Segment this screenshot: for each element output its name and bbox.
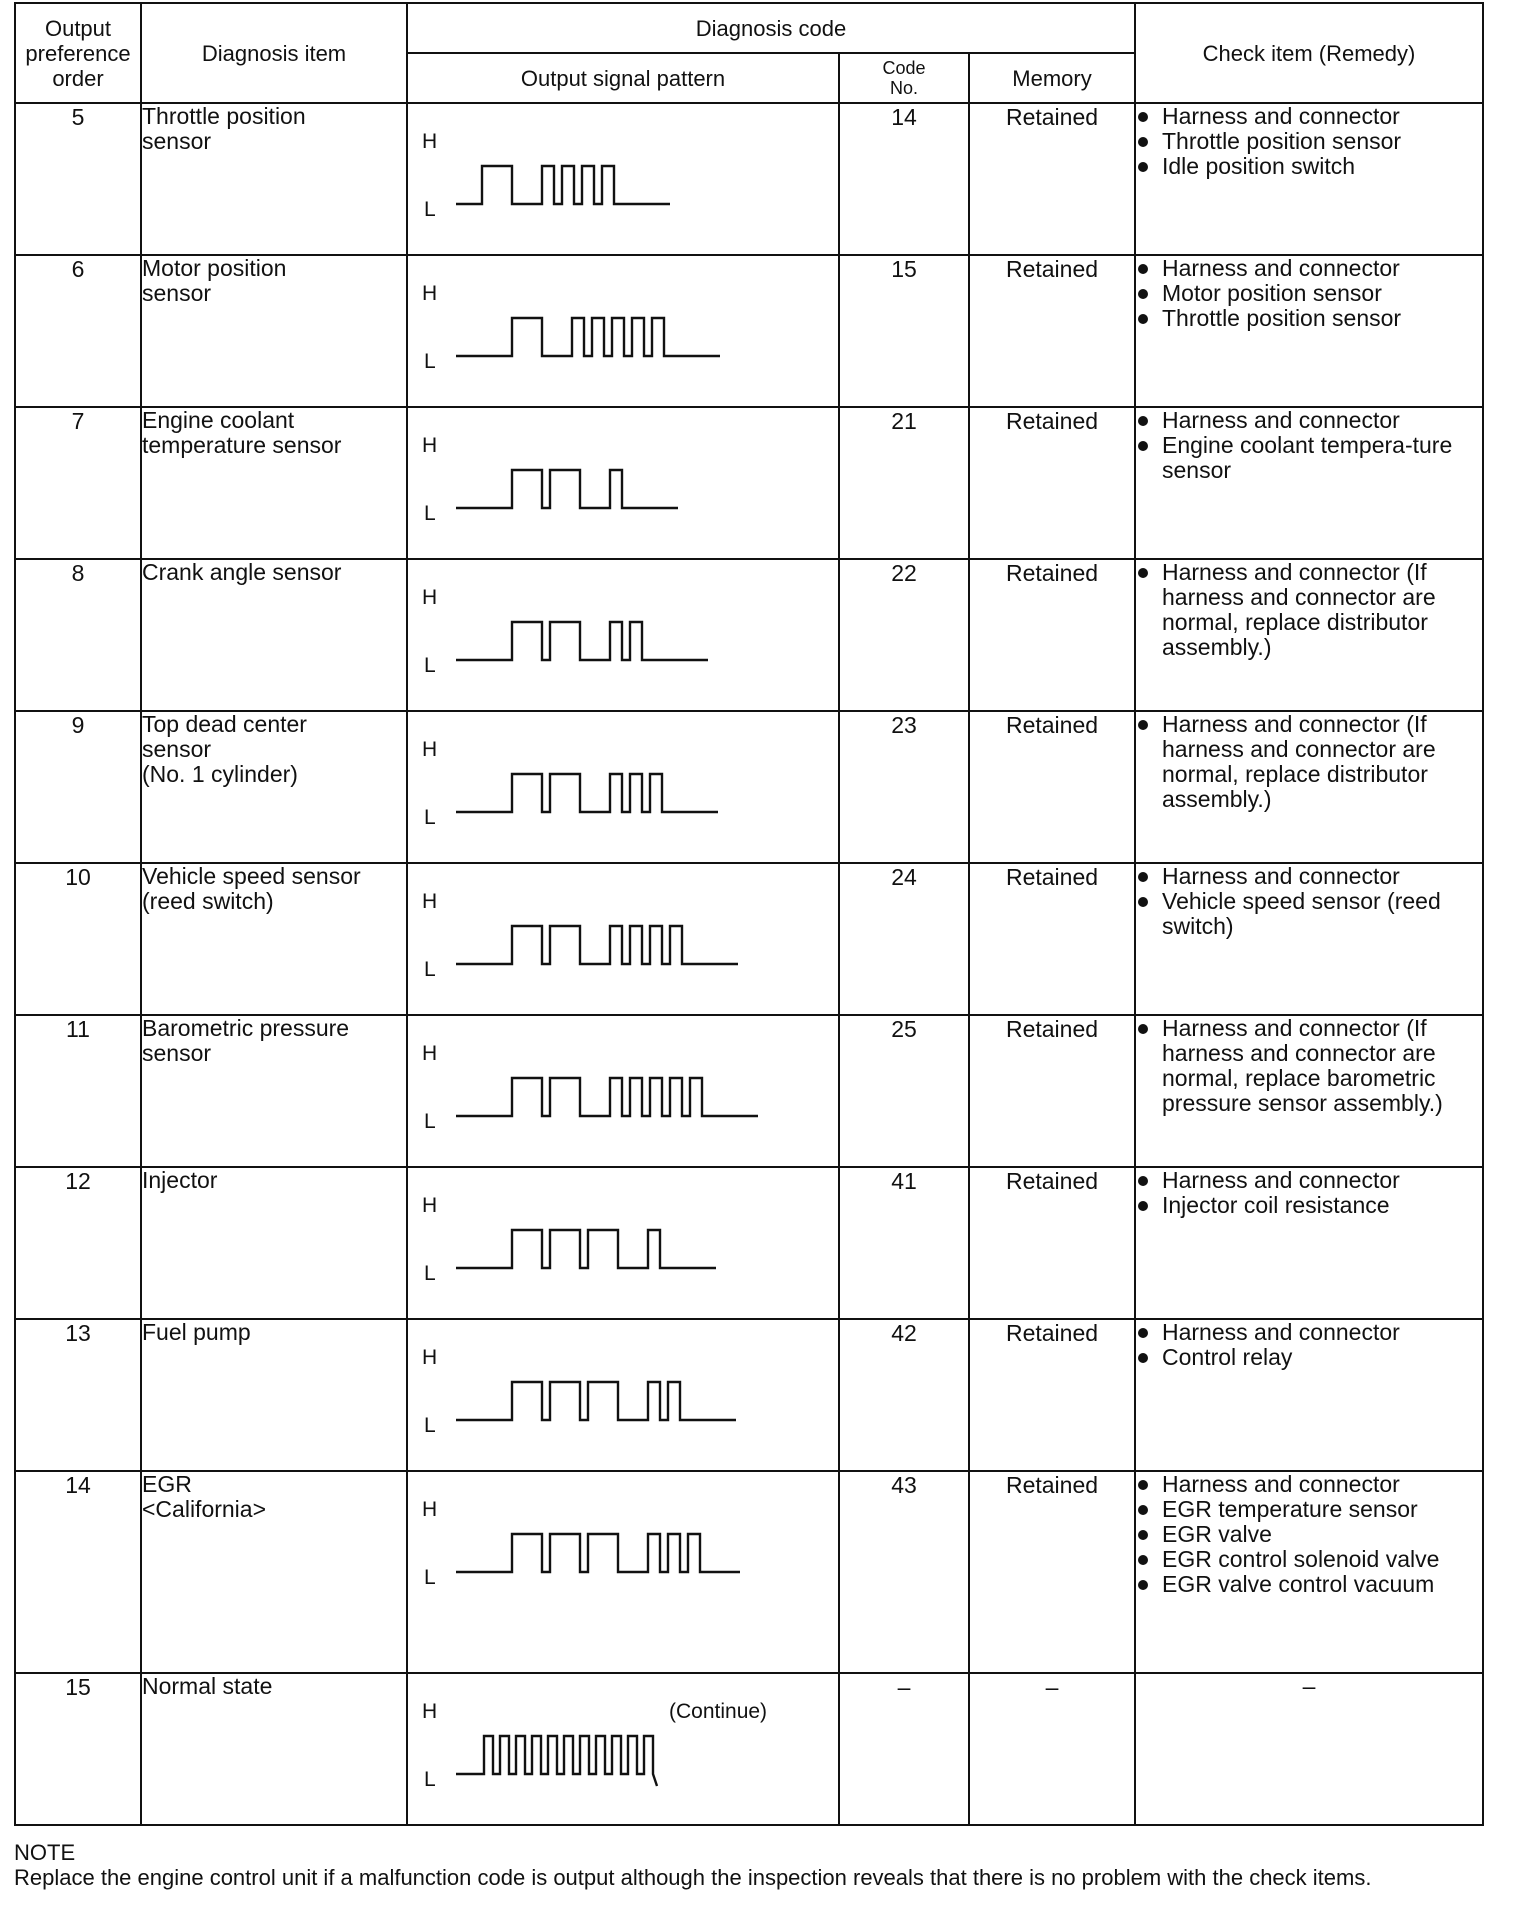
signal-low-label: L xyxy=(424,1262,436,1285)
code-no-cell: 41 xyxy=(839,1167,969,1319)
memory-cell: Retained xyxy=(969,407,1135,559)
signal-pattern-cell xyxy=(407,711,839,863)
output-order-cell: 13 xyxy=(15,1319,141,1471)
diagnosis-item-line: Crank angle sensor xyxy=(142,559,342,585)
check-item-cell xyxy=(1135,407,1483,559)
header-output-order-line: order xyxy=(52,65,104,91)
table-row xyxy=(15,1673,1483,1825)
check-item: Harness and connector xyxy=(1136,1320,1482,1345)
check-item: EGR valve control vacuum xyxy=(1136,1572,1482,1597)
code-no-cell: 14 xyxy=(839,103,969,255)
check-item-list xyxy=(1136,560,1482,660)
check-item: Harness and connector xyxy=(1136,864,1482,889)
signal-pattern-graphic xyxy=(408,560,840,710)
continue-label: (Continue) xyxy=(669,1700,768,1723)
diagnosis-item-line: sensor xyxy=(142,280,212,306)
code-no-cell: 42 xyxy=(839,1319,969,1471)
table-row xyxy=(15,103,1483,255)
check-item: Harness and connector (If harness and connector are normal, replace barometric pressure sensor assembly.) xyxy=(1136,1016,1482,1116)
memory-cell: Retained xyxy=(969,103,1135,255)
memory-cell: Retained xyxy=(969,255,1135,407)
table-row xyxy=(15,1015,1483,1167)
signal-high-label: H xyxy=(422,1700,438,1723)
check-item-cell xyxy=(1135,1319,1483,1471)
check-item: Harness and connector (If harness and connector are normal, replace distributor assembly.) xyxy=(1136,560,1482,660)
table-row xyxy=(15,863,1483,1015)
note-title: NOTE xyxy=(14,1840,76,1865)
diagnosis-item-line: Engine coolant xyxy=(142,407,295,433)
header-diagnosis-code: Diagnosis code xyxy=(407,3,1135,53)
code-no-cell: 21 xyxy=(839,407,969,559)
check-item: Harness and connector xyxy=(1136,104,1482,129)
signal-pattern-cell xyxy=(407,1319,839,1471)
output-order-cell: 5 xyxy=(15,103,141,255)
check-item-list xyxy=(1136,712,1482,812)
check-item-cell xyxy=(1135,1673,1483,1825)
signal-pattern-cell xyxy=(407,1471,839,1673)
table-row xyxy=(15,407,1483,559)
diagnosis-item-line: EGR xyxy=(142,1471,192,1497)
signal-pattern-cell xyxy=(407,255,839,407)
diagnosis-item-cell xyxy=(141,711,407,863)
signal-high-label: H xyxy=(422,1346,438,1369)
diagnosis-item-cell xyxy=(141,1471,407,1673)
check-item-dash: – xyxy=(1302,1673,1316,1699)
diagnosis-item-line: (reed switch) xyxy=(142,888,274,914)
signal-low-label: L xyxy=(424,1566,436,1589)
check-item: Harness and connector xyxy=(1136,1472,1482,1497)
signal-pattern-cell xyxy=(407,1167,839,1319)
diagnosis-item-line: sensor xyxy=(142,736,212,762)
code-no-cell: – xyxy=(839,1673,969,1825)
header-memory: Memory xyxy=(969,53,1135,103)
signal-waveform xyxy=(456,166,670,204)
memory-cell: Retained xyxy=(969,559,1135,711)
signal-pattern-graphic xyxy=(408,1320,840,1470)
signal-waveform xyxy=(456,318,720,356)
diagnosis-code-table xyxy=(14,2,1484,1826)
check-item-list xyxy=(1136,1320,1482,1370)
signal-pattern-graphic xyxy=(408,1016,840,1166)
signal-pattern-graphic xyxy=(408,408,840,558)
table-row xyxy=(15,1319,1483,1471)
signal-waveform xyxy=(456,470,678,508)
check-item-cell xyxy=(1135,1015,1483,1167)
diagnosis-item-line: Fuel pump xyxy=(142,1319,251,1345)
diagnosis-item-cell xyxy=(141,255,407,407)
signal-pattern-cell xyxy=(407,1673,839,1825)
diagnosis-item-line: temperature sensor xyxy=(142,432,342,458)
header-output-order-line: preference xyxy=(25,40,131,66)
diagnosis-item-line: Barometric pressure xyxy=(142,1015,350,1041)
signal-pattern-graphic xyxy=(408,1168,840,1318)
check-item-cell xyxy=(1135,1167,1483,1319)
diagnosis-item-line: (No. 1 cylinder) xyxy=(142,761,298,787)
code-no-cell: 15 xyxy=(839,255,969,407)
signal-waveform xyxy=(456,926,738,964)
memory-cell: Retained xyxy=(969,1167,1135,1319)
output-order-cell: 8 xyxy=(15,559,141,711)
output-order-cell: 14 xyxy=(15,1471,141,1673)
signal-pattern-graphic xyxy=(408,104,840,254)
check-item: EGR temperature sensor xyxy=(1136,1497,1482,1522)
code-no-cell: 22 xyxy=(839,559,969,711)
diagnosis-item-line: Motor position xyxy=(142,255,287,281)
signal-pattern-graphic xyxy=(408,864,840,1014)
code-no-cell: 23 xyxy=(839,711,969,863)
signal-pattern-graphic xyxy=(408,256,840,406)
check-item: Throttle position sensor xyxy=(1136,306,1482,331)
check-item-list xyxy=(1136,256,1482,331)
check-item-list xyxy=(1136,864,1482,939)
header-code-no-line: Code xyxy=(882,58,926,78)
output-order-cell: 9 xyxy=(15,711,141,863)
check-item: Harness and connector xyxy=(1136,256,1482,281)
signal-low-label: L xyxy=(424,806,436,829)
signal-waveform xyxy=(456,1078,758,1116)
table-row xyxy=(15,559,1483,711)
signal-pattern-cell xyxy=(407,103,839,255)
memory-cell: Retained xyxy=(969,711,1135,863)
diagnosis-item-line: sensor xyxy=(142,128,212,154)
diagnosis-item-line: Top dead center xyxy=(142,711,307,737)
signal-waveform xyxy=(456,1382,736,1420)
check-item-list xyxy=(1136,104,1482,179)
signal-low-label: L xyxy=(424,350,436,373)
diagnosis-item-line: Injector xyxy=(142,1167,218,1193)
signal-high-label: H xyxy=(422,282,438,305)
table-row xyxy=(15,711,1483,863)
check-item-cell xyxy=(1135,711,1483,863)
signal-waveform xyxy=(456,1534,740,1572)
diagnosis-item-cell xyxy=(141,559,407,711)
signal-low-label: L xyxy=(424,1110,436,1133)
memory-cell: Retained xyxy=(969,1015,1135,1167)
table-body xyxy=(15,103,1483,1825)
signal-high-label: H xyxy=(422,434,438,457)
output-order-cell: 11 xyxy=(15,1015,141,1167)
signal-pattern-cell xyxy=(407,1015,839,1167)
header-code-no-line: No. xyxy=(889,78,918,98)
signal-low-label: L xyxy=(424,1414,436,1437)
table-row xyxy=(15,255,1483,407)
memory-cell: Retained xyxy=(969,1319,1135,1471)
check-item: Idle position switch xyxy=(1136,154,1482,179)
signal-low-label: L xyxy=(424,958,436,981)
output-order-cell: 6 xyxy=(15,255,141,407)
check-item-cell xyxy=(1135,1471,1483,1673)
signal-low-label: L xyxy=(424,502,436,525)
signal-low-label: L xyxy=(424,1768,436,1791)
header-output-order xyxy=(15,3,141,103)
check-item-list xyxy=(1136,1016,1482,1116)
note-text: Replace the engine control unit if a malfunction code is output although the inspection reveals that there is no problem with the check items. xyxy=(14,1865,1372,1890)
header-output-order-line: Output xyxy=(44,15,112,41)
table-row xyxy=(15,1167,1483,1319)
header-diagnosis-item: Diagnosis item xyxy=(141,3,407,103)
signal-high-label: H xyxy=(422,890,438,913)
memory-cell: Retained xyxy=(969,1471,1135,1673)
signal-low-label: L xyxy=(424,654,436,677)
diagnosis-table-page xyxy=(14,2,1482,1890)
header-output-signal-pattern: Output signal pattern xyxy=(407,53,839,103)
check-item-list xyxy=(1136,408,1482,483)
memory-cell: – xyxy=(969,1673,1135,1825)
output-order-cell: 15 xyxy=(15,1673,141,1825)
signal-pattern-cell xyxy=(407,559,839,711)
check-item: Harness and connector xyxy=(1136,1168,1482,1193)
check-item: Motor position sensor xyxy=(1136,281,1482,306)
diagnosis-item-cell xyxy=(141,1167,407,1319)
signal-high-label: H xyxy=(422,738,438,761)
output-order-cell: 10 xyxy=(15,863,141,1015)
diagnosis-item-cell xyxy=(141,1015,407,1167)
signal-waveform xyxy=(456,1230,716,1268)
check-item-list xyxy=(1136,1472,1482,1597)
check-item-list xyxy=(1136,1168,1482,1218)
signal-low-label: L xyxy=(424,198,436,221)
memory-cell: Retained xyxy=(969,863,1135,1015)
code-no-cell: 43 xyxy=(839,1471,969,1673)
check-item: Vehicle speed sensor (reed switch) xyxy=(1136,889,1482,939)
signal-high-label: H xyxy=(422,1042,438,1065)
check-item-cell xyxy=(1135,559,1483,711)
check-item: Engine coolant tempera-ture sensor xyxy=(1136,433,1482,483)
diagnosis-item-line: <California> xyxy=(142,1496,267,1522)
code-no-cell: 25 xyxy=(839,1015,969,1167)
signal-pattern-graphic xyxy=(408,712,840,862)
signal-high-label: H xyxy=(422,586,438,609)
signal-high-label: H xyxy=(422,1194,438,1217)
output-order-cell: 7 xyxy=(15,407,141,559)
check-item: Harness and connector xyxy=(1136,408,1482,433)
signal-pattern-cell xyxy=(407,407,839,559)
check-item-cell xyxy=(1135,255,1483,407)
diagnosis-item-line: Vehicle speed sensor xyxy=(142,863,361,889)
output-order-cell: 12 xyxy=(15,1167,141,1319)
diagnosis-item-line: sensor xyxy=(142,1040,212,1066)
code-no-cell: 24 xyxy=(839,863,969,1015)
check-item: EGR valve xyxy=(1136,1522,1482,1547)
diagnosis-item-cell xyxy=(141,407,407,559)
diagnosis-item-cell xyxy=(141,1319,407,1471)
signal-waveform xyxy=(456,774,718,812)
check-item: Throttle position sensor xyxy=(1136,129,1482,154)
check-item: Harness and connector (If harness and connector are normal, replace distributor assembly.) xyxy=(1136,712,1482,812)
check-item: Control relay xyxy=(1136,1345,1482,1370)
table-row xyxy=(15,1471,1483,1673)
check-item-cell xyxy=(1135,103,1483,255)
signal-pattern-graphic xyxy=(408,1472,840,1672)
diagnosis-item-line: Normal state xyxy=(142,1673,273,1699)
check-item: Injector coil resistance xyxy=(1136,1193,1482,1218)
header-check-item: Check item (Remedy) xyxy=(1135,3,1483,103)
signal-high-label: H xyxy=(422,130,438,153)
signal-high-label: H xyxy=(422,1498,438,1521)
note-section xyxy=(14,1840,1482,1890)
diagnosis-item-line: Throttle position xyxy=(142,103,306,129)
diagnosis-item-cell xyxy=(141,863,407,1015)
diagnosis-item-cell xyxy=(141,1673,407,1825)
check-item: EGR control solenoid valve xyxy=(1136,1547,1482,1572)
signal-waveform xyxy=(456,1736,657,1786)
signal-pattern-graphic xyxy=(408,1674,840,1824)
check-item-cell xyxy=(1135,863,1483,1015)
diagnosis-item-cell xyxy=(141,103,407,255)
signal-waveform xyxy=(456,622,708,660)
signal-pattern-cell xyxy=(407,863,839,1015)
header-code-no xyxy=(839,53,969,103)
